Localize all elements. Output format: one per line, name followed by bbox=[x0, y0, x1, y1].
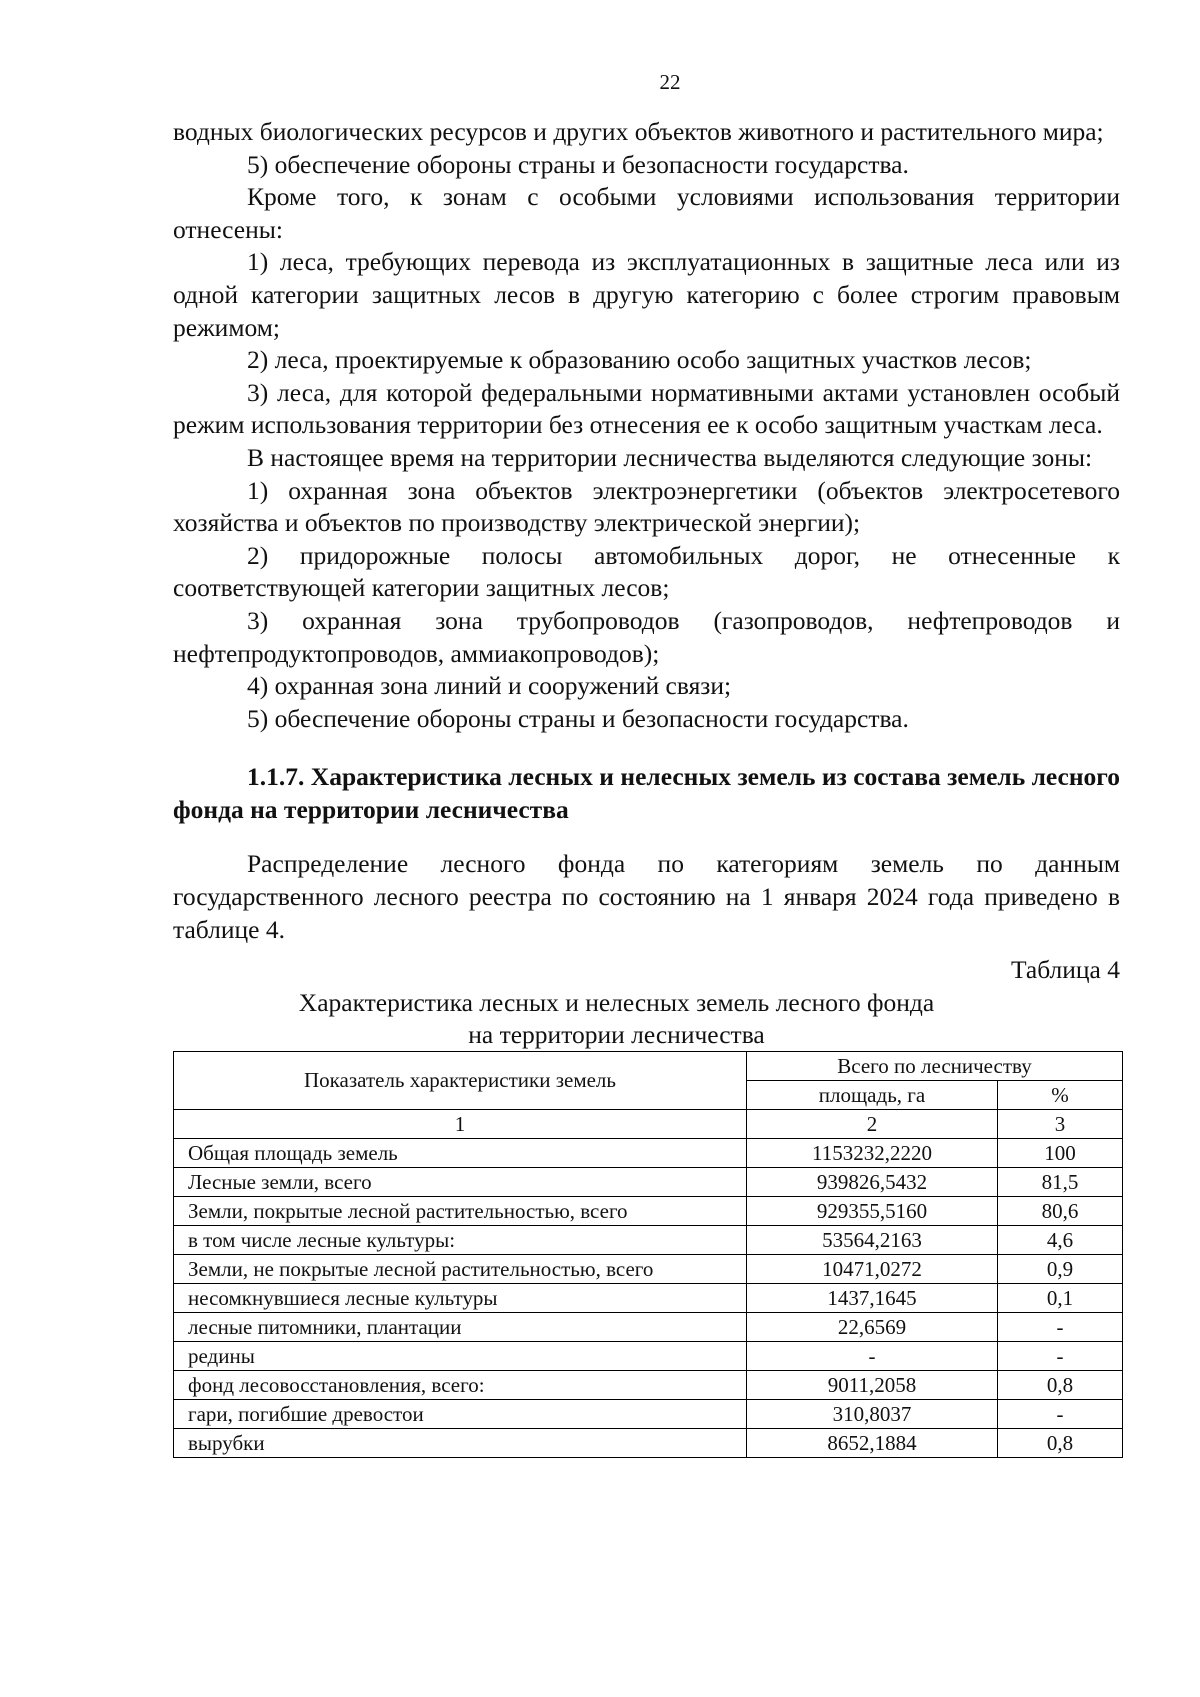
row-percent: 4,6 bbox=[998, 1225, 1123, 1254]
paragraph: 2) леса, проектируемые к образованию особо защитных участков лесов; bbox=[247, 345, 1032, 375]
row-area: 9011,2058 bbox=[747, 1370, 998, 1399]
paragraph: Кроме того, к зонам с особыми условиями использования территории отнесены: bbox=[173, 182, 1120, 244]
paragraph: 3) охранная зона трубопроводов (газопроводов, нефтепроводов и нефтепродуктопроводов, аммиакопроводов); bbox=[173, 605, 1120, 668]
row-percent: 80,6 bbox=[998, 1196, 1123, 1225]
header-total: Всего по лесничеству bbox=[747, 1051, 1123, 1080]
row-name: фонд лесовосстановления, всего: bbox=[174, 1370, 747, 1399]
row-area: 1437,1645 bbox=[747, 1283, 998, 1312]
row-name: редины bbox=[174, 1341, 747, 1370]
paragraph: водных биологических ресурсов и других объектов животного и растительного мира; bbox=[173, 117, 1104, 146]
row-name: вырубки bbox=[174, 1428, 747, 1457]
page-number: 22 bbox=[659, 70, 681, 94]
row-name: Земли, не покрытые лесной растительностью, всего bbox=[174, 1254, 747, 1283]
table-row bbox=[174, 1341, 1123, 1370]
row-name: Общая площадь земель bbox=[174, 1138, 747, 1167]
table-number: Таблица 4 bbox=[1010, 955, 1120, 985]
row-area: 929355,5160 bbox=[747, 1196, 998, 1225]
table-row bbox=[174, 1399, 1123, 1428]
row-percent: 81,5 bbox=[998, 1167, 1123, 1196]
row-percent: 0,8 bbox=[998, 1428, 1123, 1457]
table-row bbox=[174, 1196, 1123, 1225]
header-area: площадь, га bbox=[747, 1080, 998, 1109]
table-row bbox=[174, 1370, 1123, 1399]
paragraph: 1) охранная зона объектов электроэнергетики (объектов электросетевого хозяйства и объектов по производству электрической энергии); bbox=[173, 475, 1120, 538]
table-row bbox=[174, 1254, 1123, 1283]
row-area: 939826,5432 bbox=[747, 1167, 998, 1196]
row-percent: 0,8 bbox=[998, 1370, 1123, 1399]
table-row bbox=[174, 1312, 1123, 1341]
row-area: 10471,0272 bbox=[747, 1254, 998, 1283]
paragraph: 2) придорожные полосы автомобильных дорог, не отнесенные к соответствующей категории защитных лесов; bbox=[173, 540, 1120, 603]
table-row bbox=[174, 1428, 1123, 1457]
table-row bbox=[174, 1138, 1123, 1167]
table-title-line-2: на территории лесничества bbox=[468, 1019, 765, 1049]
row-area: 53564,2163 bbox=[747, 1225, 998, 1254]
section-heading: 1.1.7. Характеристика лесных и нелесных земель из состава земель лесного фонда на территории лесничества bbox=[173, 762, 1120, 824]
table-row bbox=[174, 1225, 1123, 1254]
row-percent: 100 bbox=[998, 1138, 1123, 1167]
header-indicator: Показатель характеристики земель bbox=[174, 1051, 747, 1109]
row-percent: - bbox=[998, 1312, 1123, 1341]
row-percent: - bbox=[998, 1341, 1123, 1370]
row-area: 22,6569 bbox=[747, 1312, 998, 1341]
row-name: лесные питомники, плантации bbox=[174, 1312, 747, 1341]
row-name: Земли, покрытые лесной растительностью, всего bbox=[174, 1196, 747, 1225]
section-paragraph: Распределение лесного фонда по категориям земель по данным государственного лесного реестра по состоянию на 1 января 2024 года приведено в таблице 4. bbox=[173, 849, 1120, 944]
table-title-line-1: Характеристика лесных и нелесных земель лесного фонда bbox=[298, 987, 935, 1017]
header-col-1: 1 bbox=[174, 1109, 747, 1138]
paragraph: 3) леса, для которой федеральными нормативными актами установлен особый режим использования территории без отнесения ее к особо защитным участкам леса. bbox=[173, 377, 1120, 440]
row-name: Лесные земли, всего bbox=[174, 1167, 747, 1196]
header-percent: % bbox=[998, 1080, 1123, 1109]
paragraph: 1) леса, требующих перевода из эксплуатационных в защитные леса или из одной категории защитных лесов в другую категорию с более строгим правовым режимом; bbox=[173, 247, 1120, 342]
paragraph: 5) обеспечение обороны страны и безопасности государства. bbox=[247, 703, 909, 733]
land-characteristics-table bbox=[173, 1051, 1123, 1458]
header-col-3: 3 bbox=[998, 1109, 1123, 1138]
row-name: в том числе лесные культуры: bbox=[174, 1225, 747, 1254]
row-percent: - bbox=[998, 1399, 1123, 1428]
row-area: 1153232,2220 bbox=[747, 1138, 998, 1167]
document-body bbox=[173, 116, 1120, 1458]
row-area: 8652,1884 bbox=[747, 1428, 998, 1457]
header-col-2: 2 bbox=[747, 1109, 998, 1138]
row-name: несомкнувшиеся лесные культуры bbox=[174, 1283, 747, 1312]
paragraph: В настоящее время на территории лесничества выделяются следующие зоны: bbox=[247, 442, 1093, 472]
paragraph: 5) обеспечение обороны страны и безопасности государства. bbox=[247, 149, 909, 179]
table-row bbox=[174, 1167, 1123, 1196]
row-area: - bbox=[747, 1341, 998, 1370]
row-area: 310,8037 bbox=[747, 1399, 998, 1428]
table-row bbox=[174, 1283, 1123, 1312]
row-percent: 0,9 bbox=[998, 1254, 1123, 1283]
paragraph: 4) охранная зона линий и сооружений связи; bbox=[247, 671, 732, 701]
row-name: гари, погибшие древостои bbox=[174, 1399, 747, 1428]
row-percent: 0,1 bbox=[998, 1283, 1123, 1312]
